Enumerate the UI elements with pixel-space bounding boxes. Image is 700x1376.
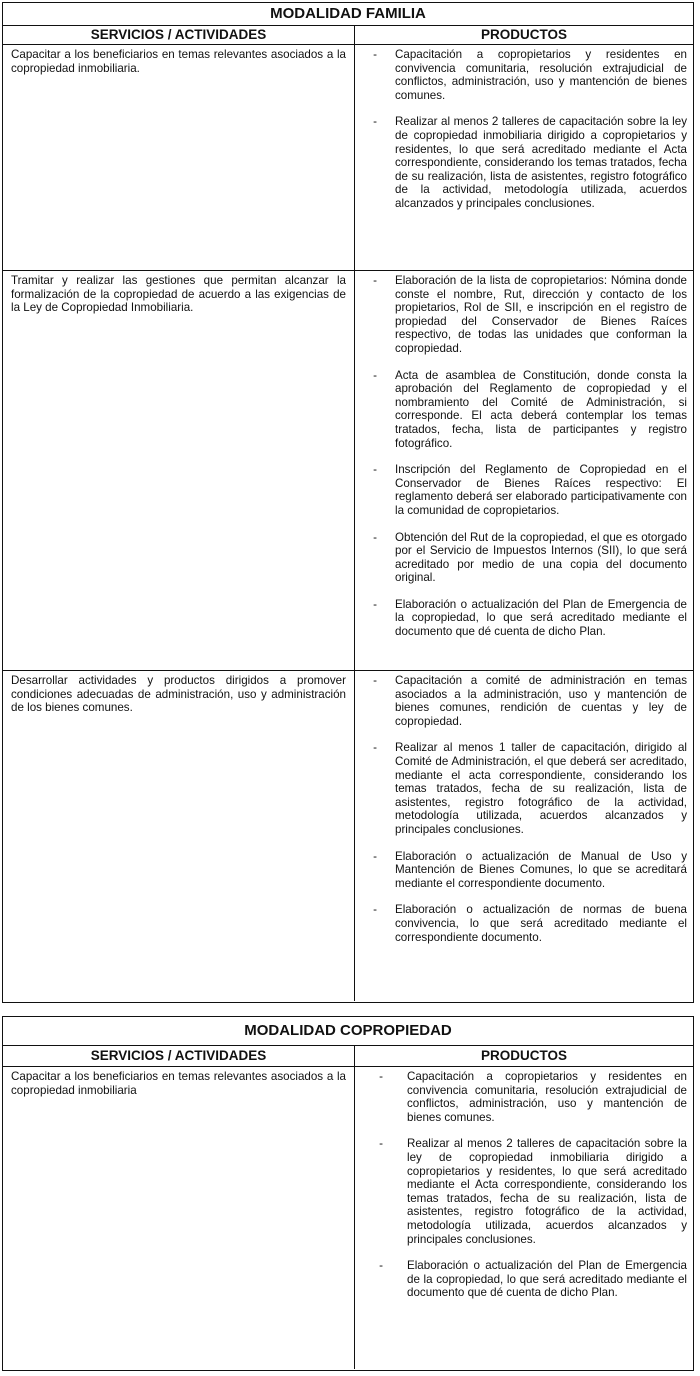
- bullet: -: [373, 903, 377, 917]
- service-cell: Tramitar y realizar las gestiones que permitan alcanzar la formalización de la copropiedad de acuerdo a las exigencias de la Ley de Copropiedad Inmobiliaria.: [3, 271, 355, 670]
- product-item: - Obtención del Rut de la copropiedad, el que es otorgado por el Servicio de Impuestos Internos (SII), lo que será acreditado por medio de una copia del documento original.: [355, 531, 687, 585]
- bullet: -: [373, 741, 377, 755]
- table-row: [3, 45, 693, 271]
- service-cell: Capacitar a los beneficiarios en temas relevantes asociados a la copropiedad inmobiliaria: [3, 1067, 355, 1369]
- bullet: -: [373, 597, 377, 611]
- product-item: - Realizar al menos 1 taller de capacitación, dirigido al Comité de Administración, el que deberá ser acreditado, mediante el acta correspondiente, considerando los temas tratados, fecha de su realización, lista de asistentes, registro fotográfico de la actividad, metodología utilizada, acuerdos alcanzados y principales conclusiones.: [355, 741, 687, 836]
- bullet: -: [373, 274, 377, 287]
- bullet: -: [373, 530, 377, 544]
- table-title: MODALIDAD COPROPIEDAD: [3, 1017, 693, 1046]
- table-header: [3, 1046, 693, 1067]
- table-row: [3, 271, 693, 671]
- bullet: -: [373, 674, 377, 687]
- product-item: - Inscripción del Reglamento de Copropiedad en el Conservador de Bienes Raíces respectivo: El reglamento deberá ser elaborado participativamente con la comunidad de copropietarios.: [355, 463, 687, 517]
- products-cell: [355, 271, 693, 670]
- product-item: - Realizar al menos 2 talleres de capacitación sobre la ley de copropiedad inmobiliaria dirigido a copropietarios y residentes, lo que será acreditado mediante el Acta correspondiente, considerando los temas tratados, fecha de su realización, lista de asistentes, registro fotográfico de la actividad, metodología utilizada, acuerdos alcanzados y principales conclusiones.: [355, 115, 687, 210]
- table-modalidad-copropiedad: [2, 1016, 694, 1371]
- product-item: - Elaboración o actualización de Manual de Uso y Mantención de Bienes Comunes, lo que se acreditará mediante el correspondiente documento.: [355, 850, 687, 891]
- service-cell: Capacitar a los beneficiarios en temas relevantes asociados a la copropiedad inmobiliaria.: [3, 45, 355, 270]
- bullet: -: [373, 48, 377, 61]
- product-item: - Capacitación a copropietarios y residentes en convivencia comunitaria, resolución extrajudicial de conflictos, administración, uso y mantención de bienes comunes.: [355, 48, 687, 102]
- bullet: -: [373, 115, 377, 129]
- bullet: -: [373, 368, 377, 382]
- product-item: - Acta de asamblea de Constitución, donde consta la aprobación del Reglamento de copropiedad y el nombramiento del Comité de Administración, si corresponde. El acta deberá contemplar los temas tratados, fecha, lista de participantes y registro fotográfico.: [355, 369, 687, 451]
- bullet: -: [373, 849, 377, 863]
- product-item: - Elaboración de la lista de copropietarios: Nómina donde conste el nombre, Rut, dirección y contacto de los propietarios, Rol de SII, e inscripción en el registro de propiedad del Conservador de Bienes Raíces respectivo, de todas las unidades que conforman la copropiedad.: [355, 274, 687, 356]
- product-item: - Realizar al menos 2 talleres de capacitación sobre la ley de copropiedad inmobiliaria dirigido a copropietarios y residentes, lo que será acreditado mediante el Acta correspondiente, considerando los temas tratados, fecha de su realización, lista de asistentes, registro fotográfico de la actividad, metodología utilizada, acuerdos alcanzados y principales conclusiones.: [355, 1137, 687, 1246]
- column-header-products: PRODUCTOS: [480, 1048, 567, 1063]
- column-header-services: SERVICIOS / ACTIVIDADES: [3, 26, 355, 44]
- product-item: - Capacitación a copropietarios y residentes en convivencia comunitaria, resolución extrajudicial de conflictos, administración, uso y mantención de bienes comunes.: [355, 1070, 687, 1124]
- bullet: -: [379, 1259, 383, 1273]
- product-item: - Capacitación a comité de administración en temas asociados a la administración, uso y mantención de bienes comunes, rendición de cuentas y ley de copropiedad.: [355, 674, 687, 728]
- product-item: - Elaboración o actualización del Plan de Emergencia de la copropiedad, lo que será acreditado mediante el documento que dé cuenta de dicho Plan.: [355, 1259, 687, 1300]
- product-item: - Elaboración o actualización de normas de buena convivencia, lo que será acreditado mediante el correspondiente documento.: [355, 903, 687, 944]
- service-cell: Desarrollar actividades y productos dirigidos a promover condiciones adecuadas de administración, uso y administración de los bienes comunes.: [3, 671, 355, 1001]
- table-title: MODALIDAD FAMILIA: [3, 3, 693, 26]
- table-modalidad-familia: [2, 2, 694, 1003]
- products-cell: [355, 45, 693, 270]
- product-item: - Elaboración o actualización del Plan de Emergencia de la copropiedad, lo que será acreditado mediante el documento que dé cuenta de dicho Plan.: [355, 598, 687, 639]
- table-header: [3, 26, 693, 45]
- bullet: -: [379, 1137, 383, 1151]
- bullet: -: [373, 463, 377, 477]
- table-row: [3, 1067, 693, 1369]
- column-header-products: PRODUCTOS: [480, 27, 567, 42]
- column-header-services: SERVICIOS / ACTIVIDADES: [3, 1046, 355, 1066]
- table-row: [3, 671, 693, 1001]
- products-cell: [355, 1067, 693, 1369]
- products-cell: [355, 671, 693, 1001]
- bullet: -: [379, 1070, 383, 1083]
